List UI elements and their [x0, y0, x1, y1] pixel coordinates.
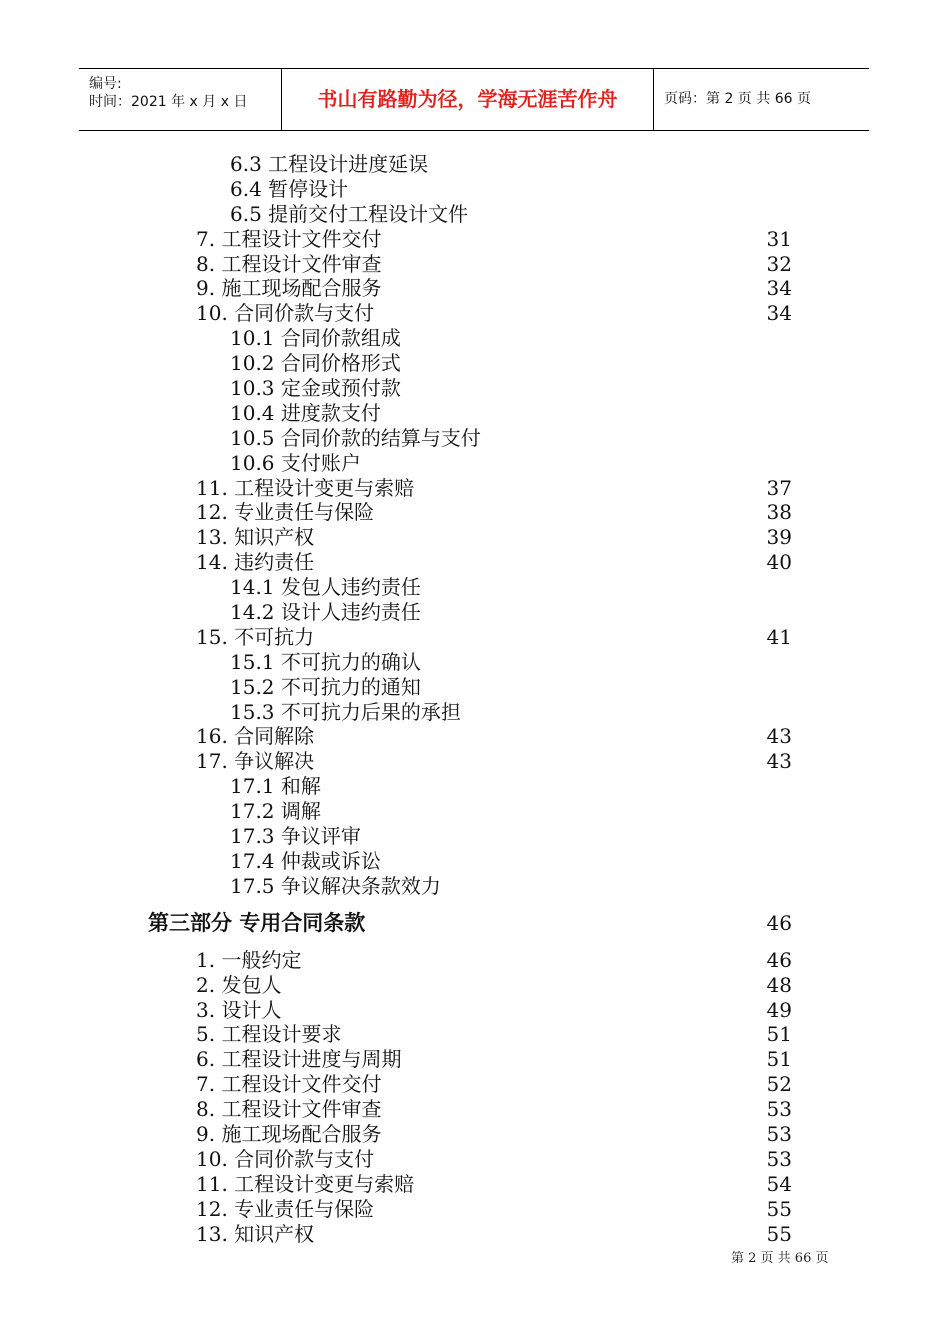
toc-entry	[0, 1147, 950, 1172]
toc-entry-title: 6.5 提前交付工程设计文件	[230, 201, 469, 226]
toc-entry-page: 34	[766, 276, 792, 301]
toc-entry-page: 55	[766, 1221, 792, 1246]
toc-entry	[0, 451, 950, 476]
toc-entry-page: 32	[766, 251, 792, 276]
toc-entry-page: 53	[766, 1097, 792, 1122]
toc-entry-title: 17.1 和解	[230, 774, 321, 799]
toc-entry	[0, 948, 950, 973]
toc-entry	[0, 301, 950, 326]
header-meta	[79, 69, 281, 130]
toc-entry-title: 15.3 不可抗力后果的承担	[230, 699, 461, 724]
toc-entry	[0, 152, 950, 177]
toc-entry-title: 10.3 定金或预付款	[230, 376, 401, 401]
toc-entry-title: 10.2 合同价格形式	[230, 351, 401, 376]
toc-entry	[0, 202, 950, 227]
toc-entry-title: 8. 工程设计文件审查	[196, 1097, 382, 1122]
toc-entry	[0, 1172, 950, 1197]
toc-entry	[0, 476, 950, 501]
toc-entry	[0, 550, 950, 575]
table-of-contents	[0, 152, 950, 1246]
section-heading	[0, 905, 950, 942]
toc-entry	[0, 227, 950, 252]
toc-entry-title: 9. 施工现场配合服务	[196, 1121, 382, 1146]
toc-entry	[0, 351, 950, 376]
toc-entry-page: 53	[766, 1121, 792, 1146]
toc-entry-page: 48	[766, 972, 792, 997]
toc-entry-title: 14.2 设计人违约责任	[230, 600, 421, 625]
toc-entry-title: 1. 一般约定	[196, 947, 302, 972]
toc-entry	[0, 426, 950, 451]
toc-entry	[0, 1072, 950, 1097]
toc-entry-page: 55	[766, 1196, 792, 1221]
toc-entry-title: 6. 工程设计进度与周期	[196, 1047, 402, 1072]
toc-entry-title: 8. 工程设计文件审查	[196, 251, 382, 276]
toc-entry	[0, 1097, 950, 1122]
toc-entry-page: 41	[766, 624, 792, 649]
toc-entry	[0, 874, 950, 899]
toc-entry	[0, 1222, 950, 1247]
toc-entry	[0, 600, 950, 625]
toc-entry-title: 10.1 合同价款组成	[230, 326, 401, 351]
toc-entry	[0, 401, 950, 426]
toc-entry-title: 14.1 发包人违约责任	[230, 575, 421, 600]
section-page: 46	[766, 910, 792, 935]
toc-entry-title: 10. 合同价款与支付	[196, 1146, 375, 1171]
toc-entry-title: 15.2 不可抗力的通知	[230, 674, 421, 699]
header-motto: 书山有路勤为径，学海无涯苦作舟	[281, 69, 654, 130]
toc-entry-title: 3. 设计人	[196, 997, 282, 1022]
toc-entry-page: 51	[766, 1047, 792, 1072]
toc-entry-title: 5. 工程设计要求	[196, 1022, 342, 1047]
toc-entry	[0, 376, 950, 401]
toc-entry-page: 40	[766, 550, 792, 575]
toc-entry-page: 34	[766, 301, 792, 326]
toc-entry	[0, 675, 950, 700]
toc-entry-title: 16. 合同解除	[196, 724, 315, 749]
toc-entry	[0, 700, 950, 725]
toc-entry-page: 31	[766, 226, 792, 251]
toc-entry	[0, 1047, 950, 1072]
toc-entry	[0, 575, 950, 600]
toc-entry-title: 17.3 争议评审	[230, 824, 361, 849]
toc-entry	[0, 749, 950, 774]
toc-entry	[0, 973, 950, 998]
toc-entry-title: 6.3 工程设计进度延误	[230, 152, 429, 176]
section-title: 第三部分 专用合同条款	[148, 910, 366, 935]
toc-entry	[0, 824, 950, 849]
toc-entry	[0, 500, 950, 525]
toc-entry	[0, 252, 950, 277]
toc-entry	[0, 998, 950, 1023]
code-label: 编号:	[89, 76, 122, 92]
toc-entry-title: 2. 发包人	[196, 972, 282, 997]
toc-entry-title: 10.5 合同价款的结算与支付	[230, 425, 481, 450]
toc-entry-page: 38	[766, 500, 792, 525]
toc-entry-page: 51	[766, 1022, 792, 1047]
toc-entry	[0, 625, 950, 650]
toc-entry	[0, 799, 950, 824]
toc-entry-title: 15. 不可抗力	[196, 624, 315, 649]
toc-entry-title: 13. 知识产权	[196, 1221, 315, 1246]
toc-entry-title: 10. 合同价款与支付	[196, 301, 375, 326]
toc-entry-page: 54	[766, 1171, 792, 1196]
toc-entry-title: 10.6 支付账户	[230, 450, 361, 475]
toc-entry	[0, 1197, 950, 1222]
toc-entry	[0, 1022, 950, 1047]
page-header	[79, 68, 869, 131]
toc-entry-title: 11. 工程设计变更与索赔	[196, 475, 415, 500]
toc-entry-title: 17.5 争议解决条款效力	[230, 873, 441, 898]
toc-entry-title: 15.1 不可抗力的确认	[230, 649, 421, 674]
toc-entry-title: 10.4 进度款支付	[230, 400, 381, 425]
header-page-info: 页码：第 2 页 共 66 页	[664, 91, 811, 107]
toc-entry	[0, 650, 950, 675]
toc-entry-page: 39	[766, 525, 792, 550]
toc-entry-title: 14. 违约责任	[196, 550, 315, 575]
toc-entry	[0, 849, 950, 874]
toc-entry-title: 7. 工程设计文件交付	[196, 1072, 382, 1097]
toc-entry-title: 17. 争议解决	[196, 749, 315, 774]
toc-entry-page: 49	[766, 997, 792, 1022]
toc-entry-title: 13. 知识产权	[196, 525, 315, 550]
toc-part-a	[0, 152, 950, 899]
toc-entry-title: 17.2 调解	[230, 799, 321, 824]
toc-entry-title: 6.4 暂停设计	[230, 176, 349, 201]
toc-entry-title: 12. 专业责任与保险	[196, 500, 375, 525]
toc-entry-title: 12. 专业责任与保险	[196, 1196, 375, 1221]
toc-part-b	[0, 948, 950, 1247]
toc-entry	[0, 326, 950, 351]
toc-entry-page: 37	[766, 475, 792, 500]
toc-entry	[0, 276, 950, 301]
toc-entry-page: 53	[766, 1146, 792, 1171]
toc-entry-title: 11. 工程设计变更与索赔	[196, 1171, 415, 1196]
time-label: 时间：2021 年 x 月 x 日	[89, 94, 248, 110]
toc-entry-title: 7. 工程设计文件交付	[196, 226, 382, 251]
toc-entry	[0, 724, 950, 749]
page-footer: 第 2 页 共 66 页	[731, 1251, 829, 1266]
toc-entry	[0, 1122, 950, 1147]
toc-entry-page: 46	[766, 947, 792, 972]
toc-entry	[0, 774, 950, 799]
toc-entry	[0, 525, 950, 550]
toc-entry-page: 43	[766, 724, 792, 749]
toc-entry-page: 43	[766, 749, 792, 774]
toc-entry	[0, 177, 950, 202]
toc-entry-page: 52	[766, 1072, 792, 1097]
toc-entry-title: 9. 施工现场配合服务	[196, 276, 382, 301]
toc-entry-title: 17.4 仲裁或诉讼	[230, 848, 381, 873]
